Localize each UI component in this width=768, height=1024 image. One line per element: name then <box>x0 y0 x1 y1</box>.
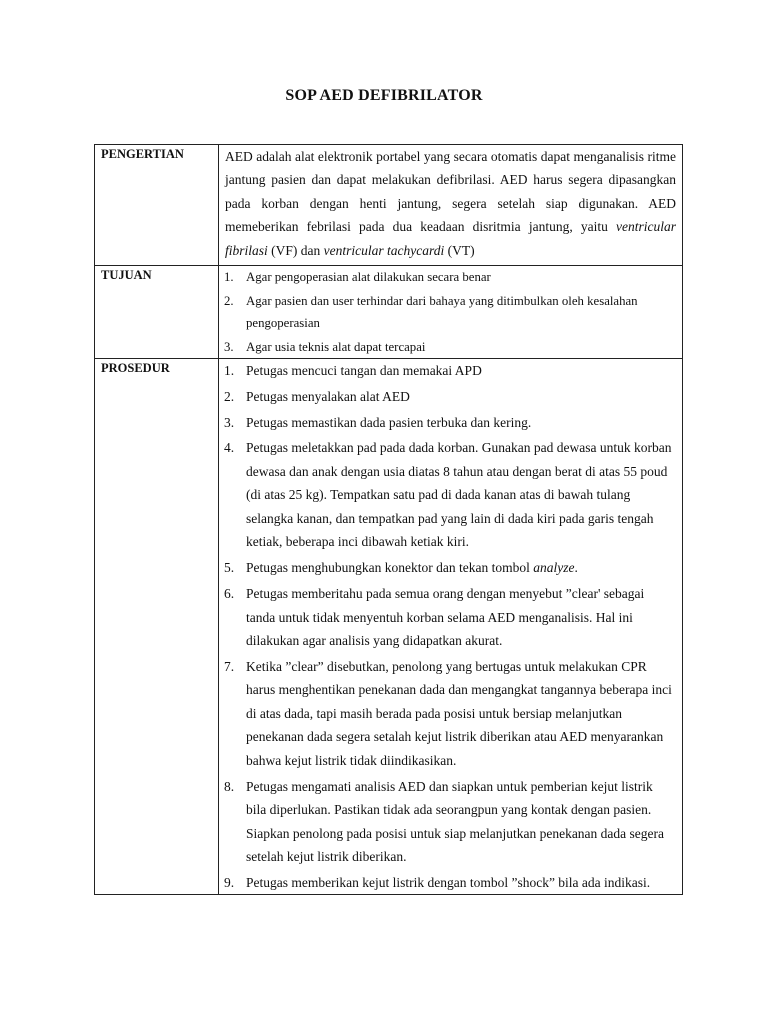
list-item <box>223 582 676 653</box>
list-item <box>223 436 676 554</box>
content-tujuan <box>219 266 683 359</box>
list-item <box>223 266 676 289</box>
tujuan-list <box>219 266 682 358</box>
document-title: SOP AED DEFIBRILATOR <box>285 87 483 104</box>
definition-text-2: (VF) dan <box>267 242 324 258</box>
term-vf: ventricular fibrilasi <box>225 219 676 258</box>
list-item <box>223 385 676 409</box>
content-pengertian <box>219 145 683 266</box>
label-pengertian: PENGERTIAN <box>95 145 219 266</box>
definition-paragraph <box>219 145 682 265</box>
list-item <box>223 556 676 580</box>
list-number: 5. <box>224 560 235 576</box>
row-tujuan <box>95 266 683 359</box>
list-number: 2. <box>224 388 235 404</box>
definition-text-1: AED adalah alat elektronik portabel yang secara otomatis dapat menganalisis ritme jantung pasien dan dapat melakukan defibrilasi. AED harus segera dipasangkan pada korban dengan henti jantung, segera setelah siap digunakan. AED memeberikan febrilasi pada dua keadaan disritmia jantung, yaitu <box>225 149 676 235</box>
list-text: Petugas menghubungkan konektor dan tekan tombol <box>246 560 534 576</box>
list-number: 6. <box>224 586 235 602</box>
list-text: Agar pengoperasian alat dilakukan secara benar <box>246 270 491 285</box>
list-number: 1. <box>224 270 234 285</box>
list-item <box>223 775 676 869</box>
list-number: 3. <box>224 339 234 354</box>
list-item <box>223 411 676 435</box>
row-prosedur <box>95 359 683 895</box>
content-prosedur <box>219 359 683 895</box>
label-tujuan: TUJUAN <box>95 266 219 359</box>
list-number: 9. <box>224 874 235 890</box>
list-text: Agar usia teknis alat dapat tercapai <box>246 339 426 354</box>
list-number: 4. <box>224 440 235 456</box>
definition-text-3: (VT) <box>444 242 475 258</box>
sop-table <box>94 144 683 895</box>
list-item <box>223 290 676 335</box>
list-text: Petugas mencuci tangan dan memakai APD <box>246 363 482 379</box>
list-text: Ketika ”clear” disebutkan, penolong yang bertugas untuk melakukan CPR harus menghentikan penekanan dada dan mengangkat tangannya beberapa inci di atas dada, tapi masih berada pada posisi untuk bersiap melanjutkan penekanan dada segera setalah kejut listrik diberikan atau AED menyarankan bahwa kejut listrik tidak diindikasikan. <box>246 658 672 768</box>
list-text-after: . <box>574 560 578 576</box>
list-number: 7. <box>224 658 235 674</box>
label-prosedur: PROSEDUR <box>95 359 219 895</box>
list-text-italic: analyze <box>533 560 575 576</box>
prosedur-list <box>219 359 682 894</box>
list-item <box>223 336 676 359</box>
list-text: Petugas memastikan dada pasien terbuka dan kering. <box>246 414 532 430</box>
list-item <box>223 871 676 895</box>
list-text: Petugas menyalakan alat AED <box>246 388 410 404</box>
list-number: 8. <box>224 778 235 794</box>
list-item <box>223 359 676 383</box>
list-text: Petugas memberitahu pada semua orang dengan menyebut ”clear' sebagai tanda untuk tidak menyentuh korban selama AED menganalisis. Hal ini dilakukan agar analisis yang didapatkan akurat. <box>246 586 645 649</box>
list-item <box>223 655 676 773</box>
list-number: 2. <box>224 293 234 308</box>
row-pengertian <box>95 145 683 266</box>
list-number: 3. <box>224 414 235 430</box>
list-text: Petugas mengamati analisis AED dan siapkan untuk pemberian kejut listrik bila diperlukan. Pastikan tidak ada seorangpun yang kontak dengan pasien. Siapkan penolong pada posisi untuk siap melanjutkan penekanan dada segera setelah kejut listrik diberikan. <box>246 778 665 865</box>
list-text: Petugas meletakkan pad pada dada korban. Gunakan pad dewasa untuk korban dewasa dan anak dengan usia diatas 8 tahun atau dengan berat di atas 55 poud (di atas 25 kg). Tempatkan satu pad di dada kanan atas di bawah tulang selangka kanan, dan tempatkan pad yang lain di dada kiri pada garis tengah ketiak, beberapa inci dibawah ketiak kiri. <box>246 440 672 550</box>
list-text: Agar pasien dan user terhindar dari bahaya yang ditimbulkan oleh kesalahan pengoperasian <box>246 293 638 331</box>
term-vt: ventricular tachycardi <box>323 242 445 258</box>
list-text: Petugas memberikan kejut listrik dengan tombol ”shock” bila ada indikasi. <box>246 874 651 890</box>
list-number: 1. <box>224 363 235 379</box>
